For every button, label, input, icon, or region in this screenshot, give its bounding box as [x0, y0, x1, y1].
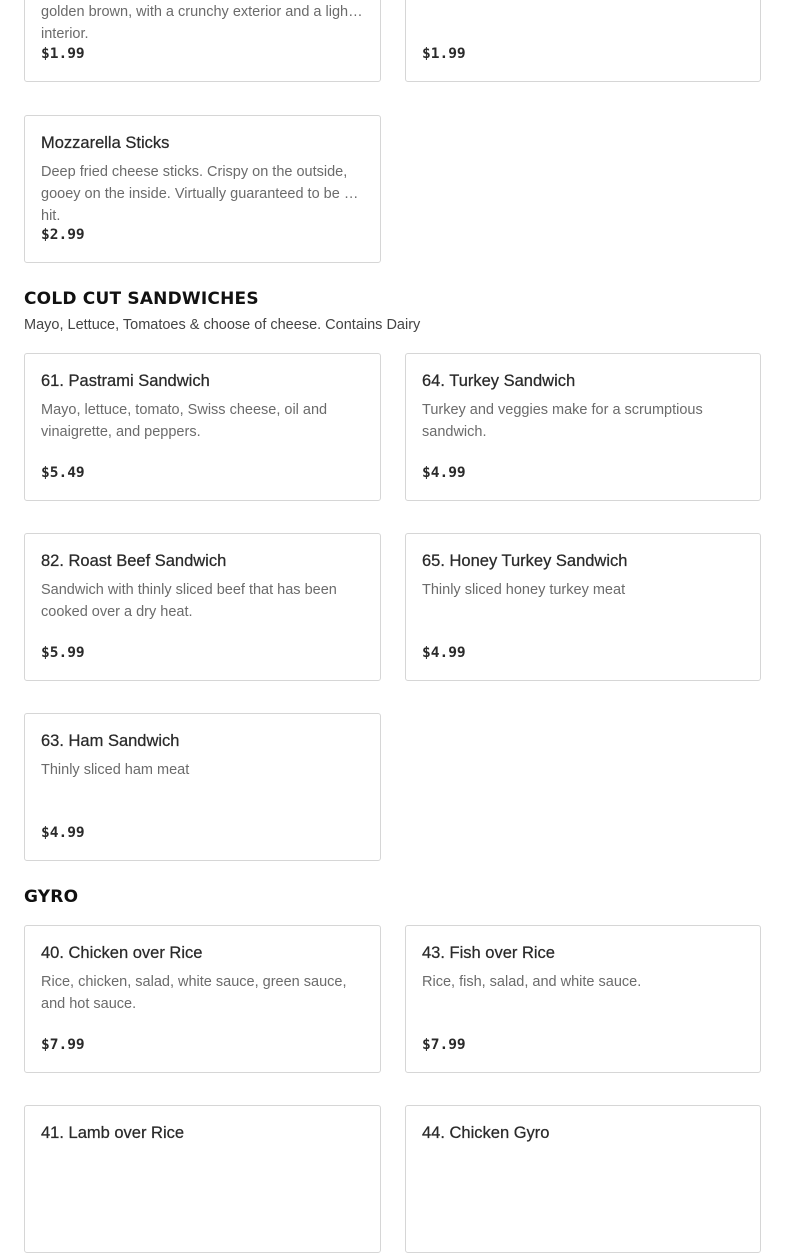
item-price: $5.99 [41, 645, 85, 661]
item-description: Rice, fish, salad, and white sauce. [422, 974, 642, 990]
item-price: $4.99 [41, 825, 85, 841]
item-description: Sandwich with thinly sliced beef that has been cooked over a dry heat. [41, 582, 337, 620]
menu-item-card-pastrami[interactable] [24, 353, 381, 501]
item-price: $1.99 [41, 46, 85, 62]
menu-item-card-side[interactable] [405, 0, 761, 82]
item-price: $2.99 [41, 227, 85, 243]
menu-item-card-chicken-gyro[interactable] [405, 1105, 761, 1253]
menu-item-card-chicken-over-rice[interactable] [24, 925, 381, 1073]
item-price: $1.99 [422, 46, 466, 62]
item-title: 44. Chicken Gyro [422, 1124, 550, 1142]
item-price: $7.99 [422, 1037, 466, 1053]
item-title: 64. Turkey Sandwich [422, 372, 576, 390]
item-price: $4.99 [422, 465, 466, 481]
item-title: 65. Honey Turkey Sandwich [422, 552, 628, 570]
item-title: 63. Ham Sandwich [41, 732, 180, 750]
item-price: $4.99 [422, 645, 466, 661]
item-description: Turkey and veggies make for a scrumptious sandwich. [422, 402, 703, 440]
item-title: 61. Pastrami Sandwich [41, 372, 210, 390]
item-title: 43. Fish over Rice [422, 944, 555, 962]
item-description: golden brown, with a crunchy exterior and a light interior. [41, 4, 353, 42]
item-description: Mayo, lettuce, tomato, Swiss cheese, oil and vinaigrette, and peppers. [41, 402, 328, 440]
item-price: $7.99 [41, 1037, 85, 1053]
item-title: 40. Chicken over Rice [41, 944, 203, 962]
section-subtitle-cold-cut: Mayo, Lettuce, Tomatoes & choose of cheese. Contains Dairy [24, 317, 421, 333]
menu-item-card-honey-turkey[interactable] [405, 533, 761, 681]
menu-item-card-ham[interactable] [24, 713, 381, 861]
menu-item-card-lamb-over-rice[interactable] [24, 1105, 381, 1253]
menu-item-card-fish-over-rice[interactable] [405, 925, 761, 1073]
section-title-gyro: GYRO [24, 887, 79, 907]
item-description: Thinly sliced honey turkey meat [422, 582, 626, 598]
menu-item-card-roast-beef[interactable] [24, 533, 381, 681]
item-title: 82. Roast Beef Sandwich [41, 552, 227, 570]
menu-item-card-fries[interactable] [24, 0, 381, 82]
menu-item-card-turkey[interactable] [405, 353, 761, 501]
section-title-cold-cut: COLD CUT SANDWICHES [24, 289, 259, 309]
item-title: Mozzarella Sticks [41, 134, 170, 152]
item-description: Thinly sliced ham meat [41, 762, 190, 778]
item-price: $5.49 [41, 465, 85, 481]
item-description: Deep fried cheese sticks. Crispy on the outside, gooey on the inside. Virtually guaranteed to be a hit. [41, 164, 352, 224]
item-description: Rice, chicken, salad, white sauce, green sauce, and hot sauce. [41, 974, 347, 1012]
item-title: 41. Lamb over Rice [41, 1124, 185, 1142]
menu-item-card-mozzarella-sticks[interactable] [24, 115, 381, 263]
